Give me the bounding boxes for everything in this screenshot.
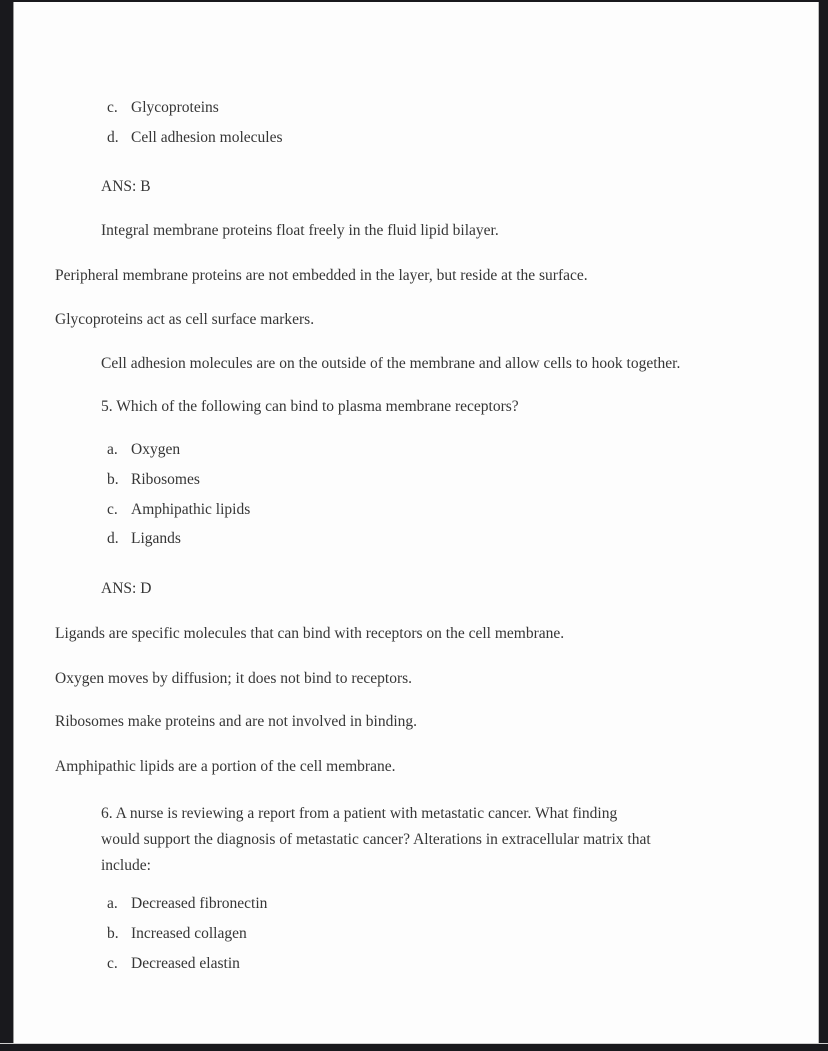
q5-option-b — [107, 470, 200, 490]
option-letter: c. — [107, 501, 118, 518]
option-text: Decreased elastin — [131, 955, 240, 972]
q4-answer: ANS: B — [101, 178, 151, 195]
q4-option-c — [107, 98, 219, 118]
q5-rationale-4: Amphipathic lipids are a portion of the cell membrane. — [55, 758, 396, 775]
document-page — [13, 2, 819, 1045]
option-letter: b. — [107, 925, 119, 942]
q5-rationale-3: Ribosomes make proteins and are not involved in binding. — [55, 713, 418, 730]
q6-stem-line-1: 6. A nurse is reviewing a report from a patient with metastatic cancer. What finding — [101, 805, 618, 822]
option-letter: a. — [107, 895, 118, 912]
q6-stem-line-3: include: — [101, 857, 151, 874]
q6-stem-line-2: would support the diagnosis of metastatic cancer? Alterations in extracellular matrix that — [101, 831, 651, 848]
q5-rationale-1: Ligands are specific molecules that can bind with receptors on the cell membrane. — [55, 625, 565, 642]
option-text: Glycoproteins — [131, 99, 219, 116]
window-edge-left — [0, 0, 13, 1051]
q4-rationale-1: Integral membrane proteins float freely in the fluid lipid bilayer. — [101, 222, 499, 239]
option-text: Ligands — [131, 530, 181, 547]
option-text: Increased collagen — [131, 925, 247, 942]
q5-option-a — [107, 440, 180, 460]
q4-rationale-2: Peripheral membrane proteins are not embedded in the layer, but reside at the surface. — [55, 267, 588, 284]
option-letter: c. — [107, 99, 118, 116]
option-letter: d. — [107, 129, 119, 146]
q6-option-b — [107, 924, 247, 944]
q6-stem — [101, 801, 651, 879]
q6-option-c — [107, 954, 240, 974]
window-edge-right — [819, 0, 828, 1051]
option-text: Ribosomes — [131, 471, 200, 488]
option-text: Amphipathic lipids — [131, 501, 251, 518]
option-letter: d. — [107, 530, 119, 547]
window-edge-bottom — [0, 1043, 828, 1051]
q6-option-a — [107, 894, 267, 914]
option-letter: b. — [107, 471, 119, 488]
q4-rationale-3: Glycoproteins act as cell surface markers. — [55, 311, 315, 328]
q5-option-d — [107, 529, 181, 549]
window-edge-top — [0, 0, 828, 2]
option-letter: a. — [107, 441, 118, 458]
option-text: Cell adhesion molecules — [131, 129, 283, 146]
q5-stem: 5. Which of the following can bind to plasma membrane receptors? — [101, 398, 519, 415]
option-text: Oxygen — [131, 441, 181, 458]
q5-answer: ANS: D — [101, 580, 152, 597]
q4-option-d — [107, 128, 283, 148]
q5-rationale-2: Oxygen moves by diffusion; it does not bind to receptors. — [55, 670, 413, 687]
q4-rationale-4: Cell adhesion molecules are on the outside of the membrane and allow cells to hook together. — [101, 355, 681, 372]
option-text: Decreased fibronectin — [131, 895, 268, 912]
q5-option-c — [107, 500, 250, 520]
option-letter: c. — [107, 955, 118, 972]
